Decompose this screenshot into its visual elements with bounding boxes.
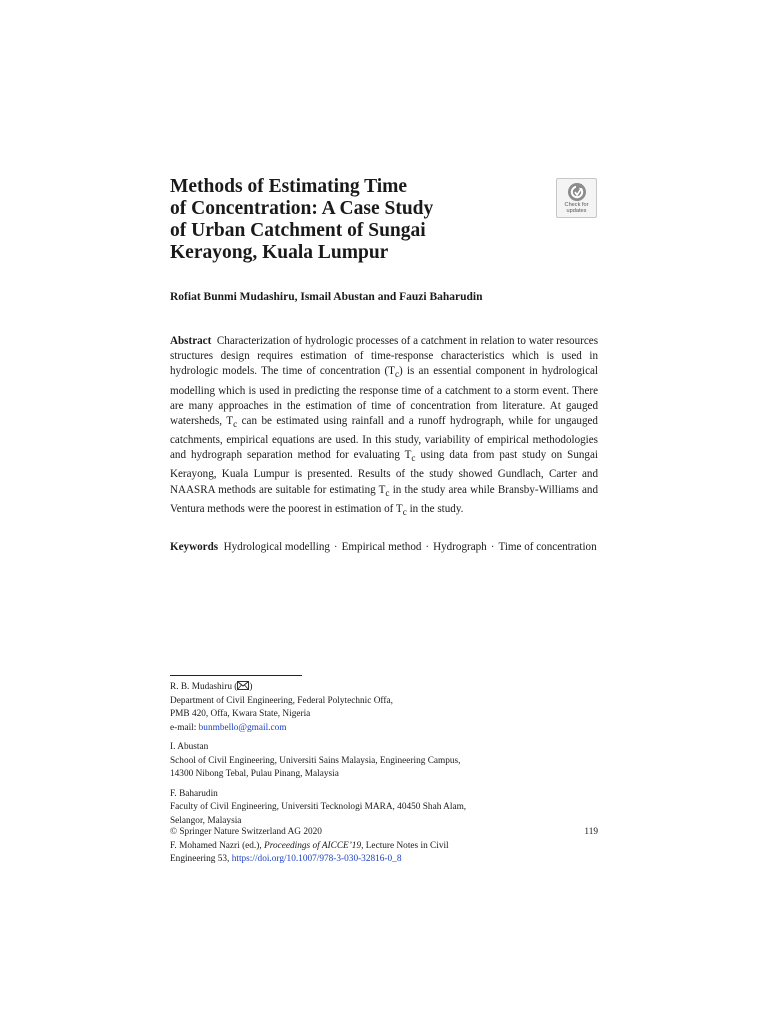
affiliations: [170, 681, 600, 834]
affiliation-author: [170, 681, 600, 695]
affiliation: [170, 681, 600, 735]
keyword: Empirical method: [341, 541, 422, 553]
keywords-label: Keywords: [170, 541, 219, 553]
subscript: c: [385, 488, 390, 499]
citation-text: F. Mohamed Nazri (ed.),: [170, 840, 265, 851]
title-line: of Concentration: A Case Study: [170, 198, 434, 219]
title-line: Methods of Estimating Time: [170, 176, 408, 197]
citation-line: [170, 840, 598, 854]
keyword-separator: ·: [333, 541, 338, 553]
envelope-icon[interactable]: [237, 681, 249, 690]
abstract-label: Abstract: [170, 335, 212, 347]
affiliation-author: F. Baharudin: [170, 788, 218, 799]
keyword: Hydrograph: [433, 541, 487, 553]
keyword: Time of concentration: [498, 541, 597, 553]
subscript: c: [411, 454, 416, 465]
abstract-text: in the study area while Bransby-Williams and Ventura methods were the poorest in estimation of T: [170, 483, 598, 515]
page-number: 119: [584, 827, 598, 837]
subscript: c: [394, 370, 400, 381]
abstract-text: can be estimated using rainfall and a runoff hydrograph, while for ungauged catchments, empirical equations are used. In this study, variability of empirical methodologies and hydrograph separation method for evaluating T: [170, 414, 598, 462]
title-line: Kerayong, Kuala Lumpur: [170, 242, 389, 263]
keyword-separator: ·: [490, 541, 495, 553]
subscript: c: [402, 508, 407, 519]
email-label: e-mail:: [170, 722, 199, 733]
check-for-updates-icon: [567, 182, 587, 202]
abstract-text: ) is an essential component in hydrological modelling which is used in predicting the response time of a catchment to a storm event. There are many approaches in the estimation of time of concentration from literature. At gauged watersheds, T: [170, 365, 598, 427]
publication-footer: [170, 826, 598, 867]
subscript: c: [233, 419, 238, 430]
keyword: Hydrological modelling: [223, 541, 330, 553]
author-name: R. B. Mudashiru (: [170, 682, 238, 692]
affiliation-line: 14300 Nibong Tebal, Pulau Pinang, Malaysia: [170, 769, 339, 779]
email-link[interactable]: bunmbello@gmail.com: [198, 722, 287, 733]
doi-link[interactable]: https://doi.org/10.1007/978-3-030-32816-0_8: [231, 854, 402, 864]
affiliation-author: I. Abustan: [170, 742, 209, 752]
proceedings-title: Proceedings of AICCE’19: [264, 840, 362, 851]
badge-label: Check for: [564, 202, 589, 208]
footnote-rule: [170, 675, 302, 676]
abstract-text: using data from past study on Sungai Kerayong, Kuala Lumpur is presented. Results of the study showed Gundlach, Carter and NAASRA methods are suitable for estimating T: [170, 449, 598, 496]
citation-text: Engineering 53,: [170, 854, 232, 864]
author-list: Rofiat Bunmi Mudashiru, Ismail Abustan and Fauzi Baharudin: [170, 291, 483, 303]
badge-label: updates: [566, 208, 587, 214]
author-name-end: ): [249, 682, 253, 692]
keyword-separator: ·: [425, 541, 430, 553]
affiliation-line: PMB 420, Offa, Kwara State, Nigeria: [170, 709, 311, 719]
abstract-text: in the study.: [406, 502, 464, 515]
affiliation-line: Faculty of Civil Engineering, Universiti Tecknologi MARA, 40450 Shah Alam,: [170, 802, 467, 812]
affiliation-line: Selangor, Malaysia: [170, 815, 242, 826]
affiliation: [170, 741, 600, 782]
keywords: [170, 540, 598, 555]
check-for-updates-badge[interactable]: [556, 178, 597, 218]
paper-title: [170, 176, 500, 264]
title-line: of Urban Catchment of Sungai: [170, 220, 426, 241]
copyright: © Springer Nature Switzerland AG 2020: [170, 827, 322, 837]
abstract-text: Characterization of hydrologic processes of a catchment in relation to water resources structures design requires estimation of time-response characteristics which is used in hydrologic models. The time of concentration (T: [170, 335, 599, 378]
affiliation-line: School of Civil Engineering, Universiti Sains Malaysia, Engineering Campus,: [170, 755, 461, 766]
affiliation-line: Department of Civil Engineering, Federal Polytechnic Offa,: [170, 695, 393, 706]
email-line: [170, 722, 600, 736]
citation-line: [170, 853, 598, 867]
citation-text: , Lecture Notes in Civil: [361, 840, 449, 851]
affiliation: [170, 788, 600, 829]
abstract: [170, 334, 598, 521]
